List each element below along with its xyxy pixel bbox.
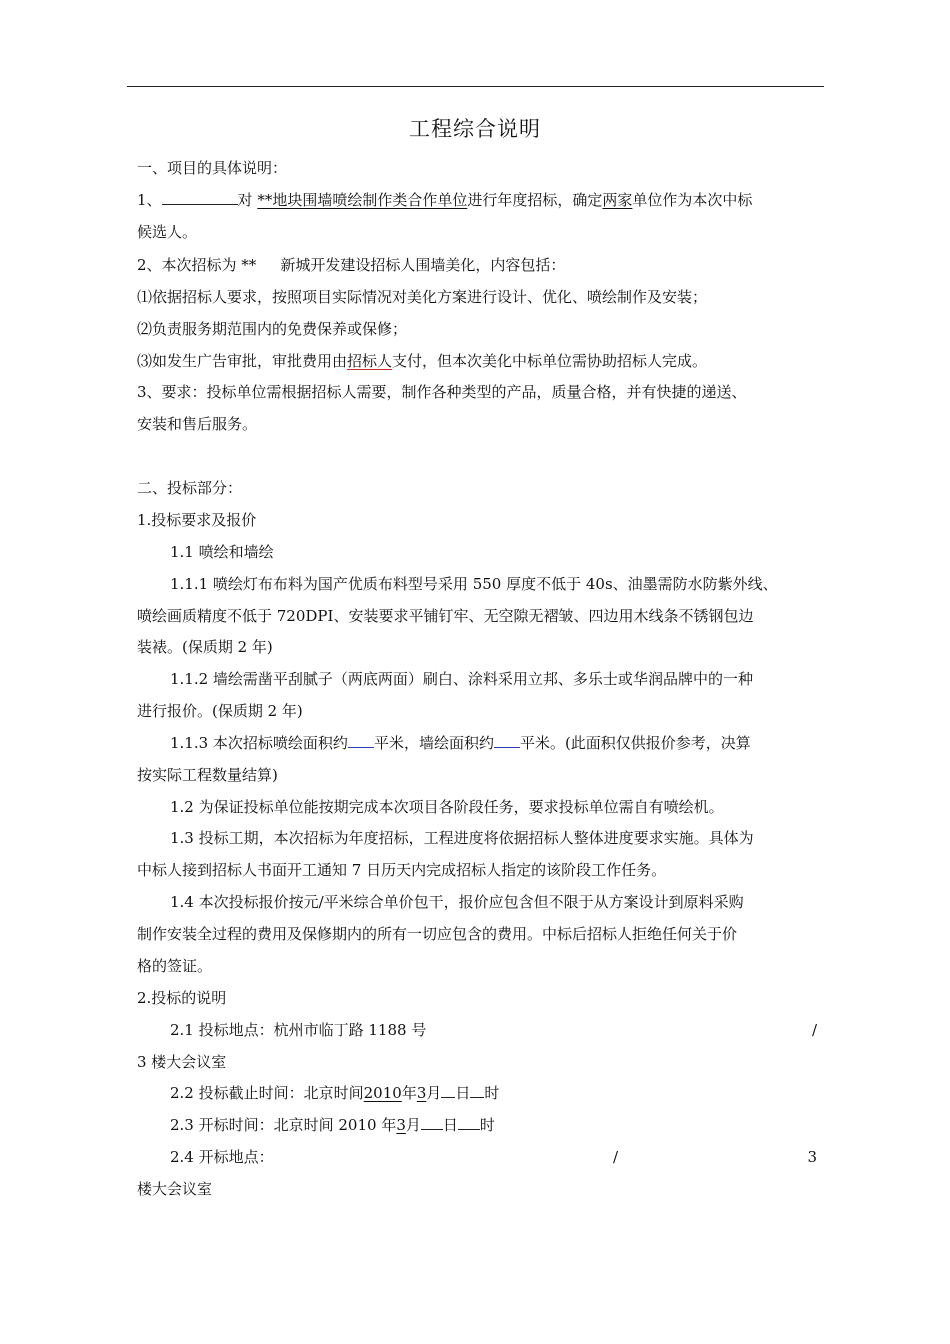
s2-p113-line2: 按实际工程数量结算) (137, 766, 278, 784)
s2-p113-line1 (170, 732, 817, 754)
section-1-heading: 一、项目的具体说明： (137, 159, 288, 177)
s2-p22-hour-blank (470, 1082, 484, 1098)
s2-sub-1-1: 1.1 喷绘和墙绘 (170, 543, 274, 561)
s2-p22-year: 2010 (363, 1084, 402, 1102)
s1-p1-subject: **地块围墙喷绘制作类合作单位 (257, 191, 468, 209)
s2-p22-b: 年 (401, 1084, 417, 1102)
document-title: 工程综合说明 (409, 117, 541, 141)
s2-p113-blank-2 (494, 732, 520, 748)
s1-item-2: ⑵负责服务期范围内的免费保养或保修； (137, 320, 408, 338)
s2-p23-day-blank (421, 1114, 443, 1130)
s1-p1-mid: 进行年度招标，确定 (467, 191, 603, 209)
s2-sub-2: 2.投标的说明 (137, 989, 227, 1007)
s1-item-1: ⑴依据招标人要求，按照项目实际情况对美化方案进行设计、优化、喷绘制作及安装； (137, 288, 708, 306)
s2-p113-c: 平米。(此面积仅供报价参考，决算 (519, 734, 751, 752)
s1-item-3 (137, 350, 817, 372)
s1-paragraph-2 (137, 254, 817, 276)
s1-p1-prefix: 1、 (137, 191, 162, 209)
s2-p22-d: 日 (455, 1084, 471, 1102)
s2-p111-line3: 装裱。(保质期 2 年) (137, 638, 273, 656)
s1-i3-a: ⑶如发生广告审批，审批费用由 (137, 352, 348, 370)
s1-i3-c: 支付，但本次美化中标单位需协助招标人完成。 (392, 352, 708, 370)
s2-p111-line2: 喷绘画质精度不低于 720DPI、安装要求平铺钉牢、无空隙无褶皱、四边用木线条不锈钢包边 (137, 607, 754, 625)
s2-p113-a: 1.1.3 本次招标喷绘面积约 (170, 734, 348, 752)
s2-sub-1: 1.投标要求及报价 (137, 511, 257, 529)
s2-p113-b: 平米，墙绘面积约 (373, 734, 494, 752)
s2-p22-c: 月 (426, 1084, 442, 1102)
s2-p112-line1: 1.1.2 墙绘需凿平刮腻子（两底两面）刷白、涂料采用立邦、多乐士或华润品牌中的一种 (170, 670, 753, 688)
s1-p1-dui: 对 (237, 191, 253, 209)
s2-p22-day-blank (441, 1082, 455, 1098)
s1-paragraph-1 (137, 189, 817, 211)
s2-p14-line3: 格的签证。 (137, 957, 213, 975)
s1-p2-prefix: 2、本次招标为 ** (137, 256, 257, 274)
s2-p113-blank-1 (348, 732, 374, 748)
s2-p13-line2: 中标人接到招标人书面开工通知 7 日历天内完成招标人指定的该阶段工作任务。 (137, 861, 667, 879)
s2-p14-line1: 1.4 本次投标报价按元/平米综合单价包干，报价应包含但不限于从方案设计到原料采购 (170, 893, 744, 911)
s2-p24-three: 3 (807, 1148, 817, 1166)
section-2-heading: 二、投标部分： (137, 479, 243, 497)
s2-p24-label: 2.4 开标地点： (170, 1148, 274, 1166)
s2-p111-line1: 1.1.1 喷绘灯布布料为国产优质布料型号采用 550 厚度不低于 40s、油墨需防水防紫外线、 (170, 575, 778, 593)
s2-p22-e: 时 (484, 1084, 500, 1102)
s2-p12: 1.2 为保证投标单位能按期完成本次项目各阶段任务，要求投标单位需自有喷绘机。 (170, 798, 724, 816)
s2-p22-a: 2.2 投标截止时间：北京时间 (170, 1084, 364, 1102)
s1-p1-count: 两家 (602, 191, 633, 209)
s2-p21-location: 2.1 投标地点：杭州市临丁路 1188 号 (170, 1021, 427, 1039)
s2-p21-slash: / (811, 1021, 817, 1039)
s2-p23-month: 3 (396, 1116, 406, 1134)
s2-p22 (170, 1082, 817, 1104)
s2-p21-line1 (170, 1019, 817, 1041)
s2-p23-a: 2.3 开标时间：北京时间 2010 年 (170, 1116, 397, 1134)
s1-paragraph-1-cont: 候选人。 (137, 223, 198, 241)
header-rule (127, 86, 824, 87)
s1-p2-rest: 新城开发建设招标人围墙美化，内容包括： (280, 256, 566, 274)
s1-paragraph-3: 3、要求：投标单位需根据招标人需要，制作各种类型的产品，质量合格，并有快捷的递送、 (137, 383, 747, 401)
s2-p14-line2: 制作安装全过程的费用及保修期内的所有一切应包含的费用。中标后招标人拒绝任何关于价 (137, 925, 738, 943)
s2-p23-b: 月 (405, 1116, 421, 1134)
s2-p23 (170, 1114, 817, 1136)
s1-p1-blank (162, 189, 238, 205)
s2-p23-c: 日 (442, 1116, 458, 1134)
s2-p24-line1 (170, 1146, 817, 1168)
s2-p24-line2: 楼大会议室 (137, 1180, 213, 1198)
s2-p22-month: 3 (416, 1084, 427, 1102)
s1-paragraph-3-cont: 安装和售后服务。 (137, 415, 258, 433)
s1-i3-tender: 招标人 (347, 352, 393, 370)
s1-p1-end: 单位作为本次中标 (632, 191, 753, 209)
s2-p21-line2: 3 楼大会议室 (137, 1053, 227, 1071)
s2-p23-hour-blank (458, 1114, 480, 1130)
s2-p112-line2: 进行报价。(保质期 2 年) (137, 702, 303, 720)
s2-p24-slash: / (613, 1148, 619, 1166)
s2-p13-line1: 1.3 投标工期，本次招标为年度招标，工程进度将依据招标人整体进度要求实施。具体为 (170, 829, 754, 847)
s2-p23-d: 时 (479, 1116, 495, 1134)
